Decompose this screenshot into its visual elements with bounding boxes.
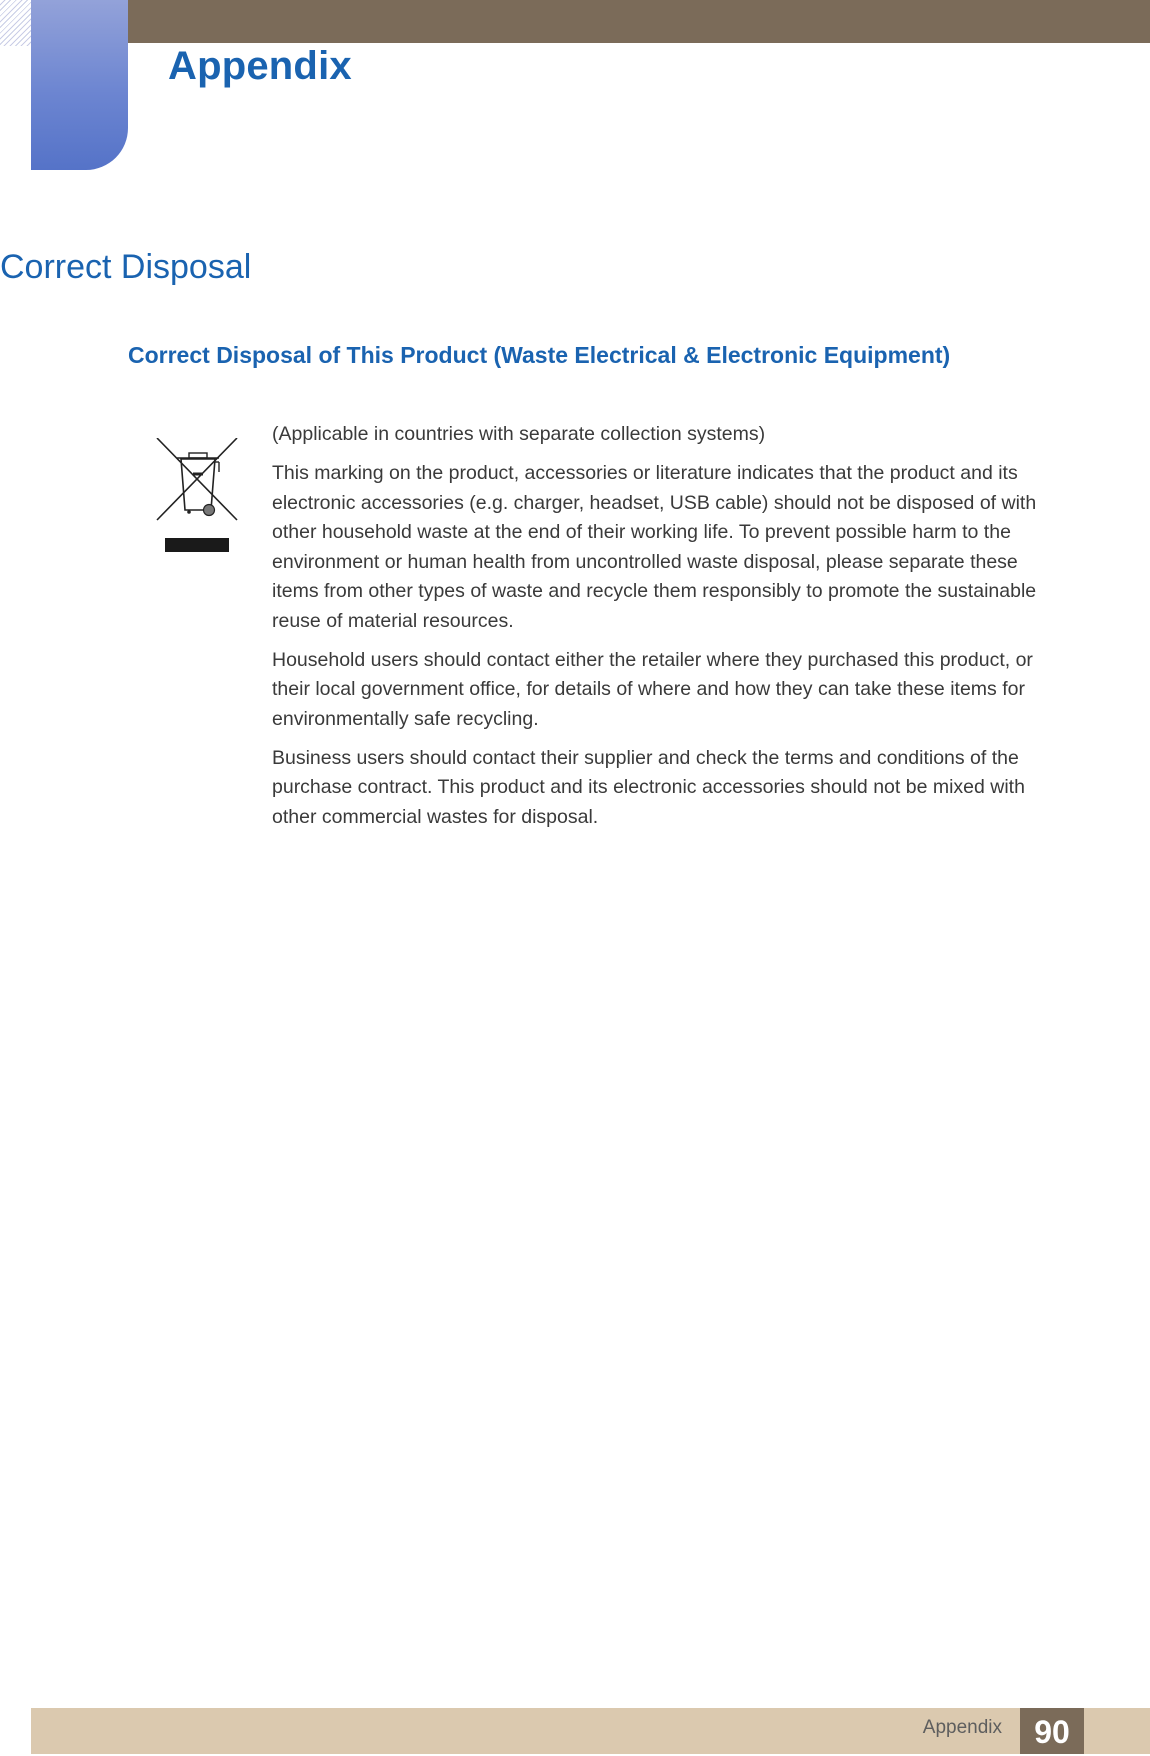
chapter-title: Appendix <box>168 44 352 88</box>
footer-label: Appendix <box>922 1717 1002 1738</box>
paragraph-business-users: Business users should contact their supplier and check the terms and conditions of the purchase contract. This product and its electronic accessories should not be mixed with other commercial wastes for disposal. <box>272 746 1025 828</box>
section-title: Correct Disposal <box>0 248 252 286</box>
paragraph-household-users: Household users should contact either the retailer where they purchased this product, or their local government office, for details of where and how they can take these items for environmentally safe recycling. <box>272 648 1033 730</box>
paragraph-marking: This marking on the product, accessories or literature indicates that the product and its electronic accessories (e.g. charger, headset, USB cable) should not be disposed of with other household waste at the end of their working life. To prevent possible harm to the environment or human health from uncontrolled waste disposal, please separate these items from other types of waste and recycle them responsibly to promote the sustainable reuse of material resources. <box>272 462 1037 632</box>
header-hatch-pattern <box>0 0 32 46</box>
body-text <box>272 420 1064 842</box>
weee-crossed-out-bin-icon <box>155 438 241 556</box>
paragraph-applicability: (Applicable in countries with separate collection systems) <box>272 423 766 445</box>
header-bar <box>128 0 1150 43</box>
subsection-title: Correct Disposal of This Product (Waste Electrical & Electronic Equipment) <box>128 342 951 368</box>
chapter-tab <box>31 0 128 170</box>
page-number: 90 <box>1020 1708 1084 1754</box>
